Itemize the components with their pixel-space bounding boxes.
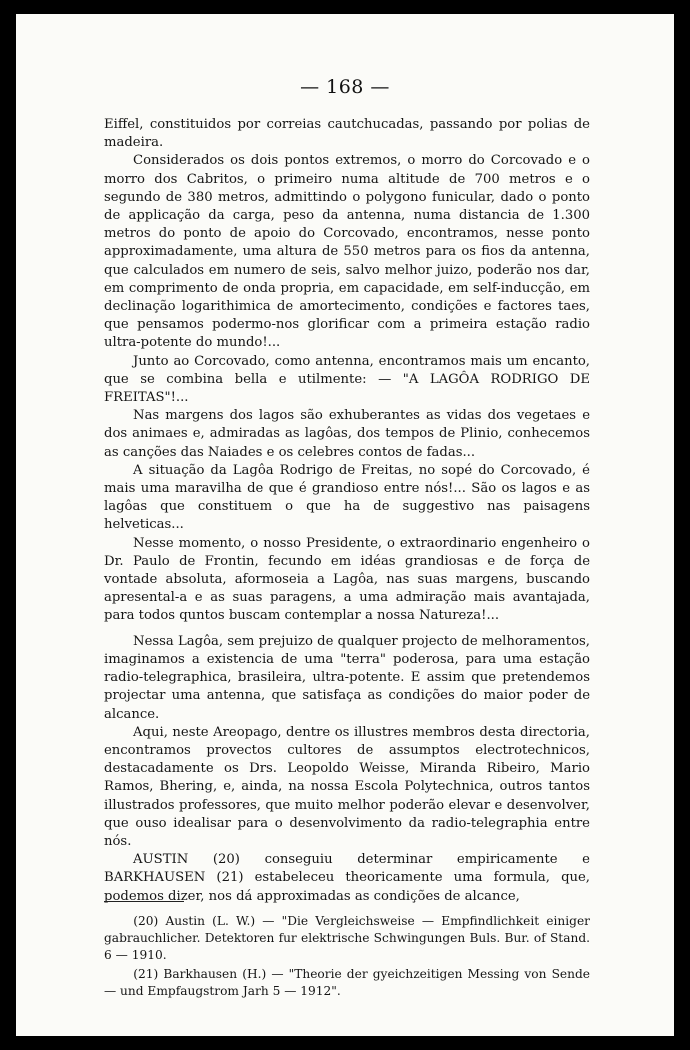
- paragraph: Junto ao Corcovado, como antenna, encontramos mais um encanto, que se combina bella e utilmente: — "A LAGÔA RODRIGO DE FREITAS"!...: [104, 353, 590, 406]
- paragraph: Eiffel, constituidos por correias cautchucadas, passando por polias de madeira.: [104, 117, 590, 151]
- paragraph: Nesse momento, o nosso Presidente, o extraordinario engenheiro o Dr. Paulo de Frontin, fecundo em idéas grandiosas e de força de vontade absoluta, aformoseia a Lagôa, nas suas margens, buscando apresental-a e as suas paragens, a uma admiração mais avantajada, para todos quntos buscam contemplar a nossa Natureza!...: [104, 535, 590, 624]
- paragraph: A situação da Lagôa Rodrigo de Freitas, no sopé do Corcovado, é mais uma maravilha de que é grandioso entre nós!... São os lagos e as lagôas que constituem o que ha de suggestivo nas paisagens helveticas...: [104, 462, 590, 533]
- paragraph: Aqui, neste Areopago, dentre os illustres membros desta directoria, encontramos provectos cultores de assumptos electrotechnicos, destacadamente os Drs. Leopoldo Weisse, Miranda Ribeiro, Mario Ramos, Bhering, e, ainda, na nossa Escola Polytechnica, outros tantos illustrados professores, que muito melhor poderão elevar e desenvolver, que ouso idealisar para o desenvolvimento da radio-telegraphia entre nós.: [104, 724, 590, 849]
- footnotes: [104, 913, 590, 1002]
- footnote: (20) Austin (L. W.) — "Die Vergleichsweise — Empfindlichkeit einiger gabrauchlicher. Detektoren fur elektrische Schwingungen Buls. Bur. of Stand. 6 — 1910.: [104, 914, 590, 962]
- paragraph: Nessa Lagôa, sem prejuizo de qualquer projecto de melhoramentos, imaginamos a existencia de uma "terra" poderosa, para uma estação radio-telegraphica, brasileira, ultra-potente. E assim que pretendemos projectar uma antenna, que satisfaça as condições do maior poder de alcance.: [104, 633, 590, 722]
- page: [16, 14, 674, 1036]
- paragraph: Nas margens dos lagos são exhuberantes as vidas dos vegetaes e dos animaes e, admiradas as lagôas, dos tempos de Plinio, conhecemos as canções das Naiades e os celebres contos de fadas...: [104, 408, 590, 460]
- paragraph: Considerados os dois pontos extremos, o morro do Corcovado e o morro dos Cabritos, o primeiro numa altitude de 700 metros e o segundo de 380 metros, admittindo o polygono funicular, dado o ponto de applicação da carga, peso da antenna, numa distancia de 1.300 metros do ponto de apoio do Corcovado, encontramos, nesse ponto approximadamente, uma altura de 550 metros para os fios da antenna, que calculados em numero de seis, salvo melhor juizo, poderão nos dar, em comprimento de onda propria, em capacidade, em self-inducção, em declinação logarithimica de amortecimento, condições e factores taes, que pensamos podermo-nos glorificar com a primeira estação radio ultra-potente do mundo!...: [104, 153, 590, 351]
- footnote: (21) Barkhausen (H.) — "Theorie der gyeichzeitigen Messing von Sende — und Empfaugstrom Jarh 5 — 1912".: [104, 967, 590, 998]
- page-number-header: — 168 —: [300, 76, 390, 98]
- footnote-divider: [104, 901, 184, 902]
- paragraph: AUSTIN (20) conseguiu determinar empiricamente e BARKHAUSEN (21) estabeleceu theoricamente uma formula, que, podemos dizer, nos dá approximadas as condições de alcance,: [104, 852, 590, 904]
- body-text: [104, 116, 590, 906]
